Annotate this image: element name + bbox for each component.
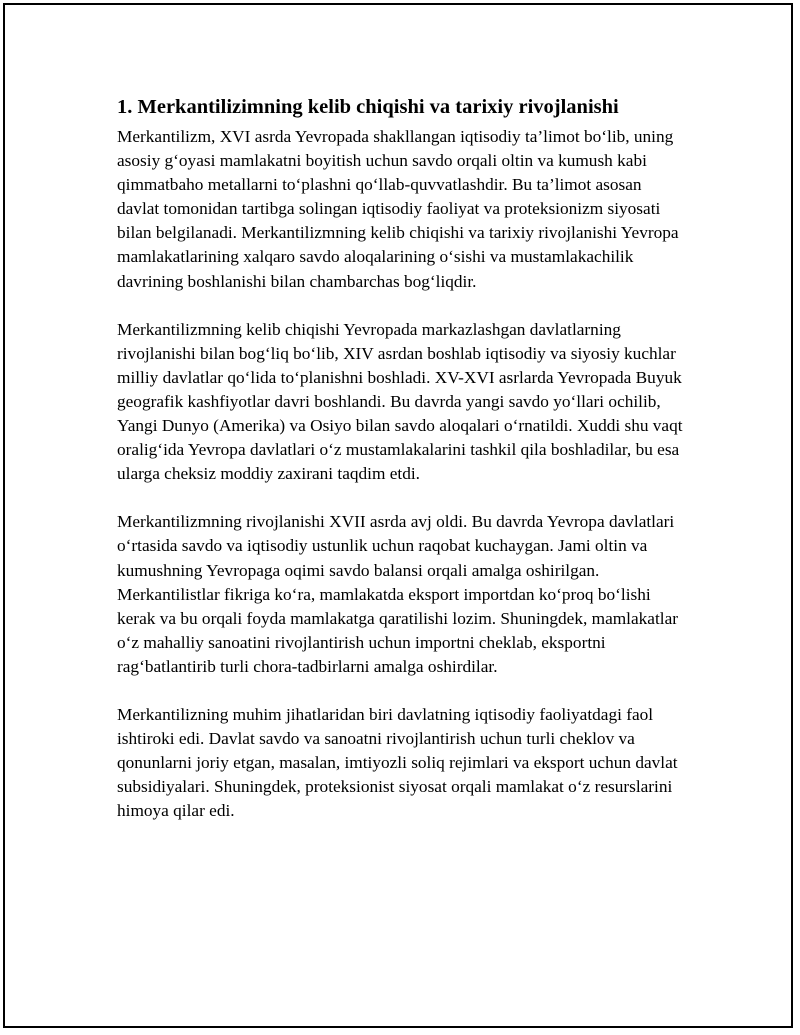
paragraph-4: Merkantilizning muhim jihatlaridan biri davlatning iqtisodiy faoliyatdagi faol ishtiroki edi. Davlat savdo va sanoatni rivojlantirish uchun turli cheklov va qonunlarni joriy etgan, masalan, imtiyozli soliq rejimlari va eksport uchun davlat subsidiyalari. Shuningdek, proteksionist siyosat orqali mamlakat o‘z resurslarini himoya qilar edi. xyxy=(117,704,678,821)
section-heading: 1. Merkantilizimning kelib chiqishi va tarixiy rivojlanishi xyxy=(117,96,619,118)
paragraph-2: Merkantilizmning kelib chiqishi Yevropada markazlashgan davlatlarning rivojlanishi bilan bog‘liq bo‘lib, XIV asrdan boshlab iqtisodiy va siyosiy kuchlar milliy davlatlar qo‘lida to‘planishni boshladi. XV-XVI asrlarda Yevropada Buyuk geografik kashfiyotlar davri boshlandi. Bu davrda yangi savdo yo‘llari ochilib, Yangi Dunyo (Amerika) va Osiyo bilan savdo aloqalari o‘rnatildi. Xuddi shu vaqt oralig‘ida Yevropa davlatlari o‘z mustamlakalarini tashkil qila boshladilar, bu esa ularga cheksiz moddiy zaxirani taqdim etdi. xyxy=(117,319,683,484)
document-body xyxy=(117,93,683,847)
paragraph-1: Merkantilizm, XVI asrda Yevropada shakllangan iqtisodiy ta’limot bo‘lib, uning asosiy g‘oyasi mamlakatni boyitish uchun savdo orqali oltin va kumush kabi qimmatbaho metallarni to‘plashni qo‘llab-quvvatlashdir. Bu ta’limot asosan davlat tomonidan tartibga solingan iqtisodiy faoliyat va proteksionizm siyosati bilan belgilanadi. Merkantilizmning kelib chiqishi va tarixiy rivojlanishi Yevropa mamlakatlarining xalqaro savdo aloqalarining o‘sishi va mustamlakachilik davrining boshlanishi bilan chambarchas bog‘liqdir. xyxy=(117,127,679,291)
paragraph-3: Merkantilizmning rivojlanishi XVII asrda avj oldi. Bu davrda Yevropa davlatlari o‘rtasida savdo va iqtisodiy ustunlik uchun raqobat kuchaygan. Jami oltin va kumushning Yevropaga oqimi savdo balansi orqali amalga oshirilgan. Merkantilistlar fikriga ko‘ra, mamlakatda eksport importdan ko‘proq bo‘lishi kerak va bu orqali foyda mamlakatga qaratilishi lozim. Shuningdek, mamlakatlar o‘z mahalliy sanoatini rivojlantirish uchun importni cheklab, eksportni rag‘batlantirib turli chora-tadbirlarni amalga oshirdilar. xyxy=(117,512,678,676)
